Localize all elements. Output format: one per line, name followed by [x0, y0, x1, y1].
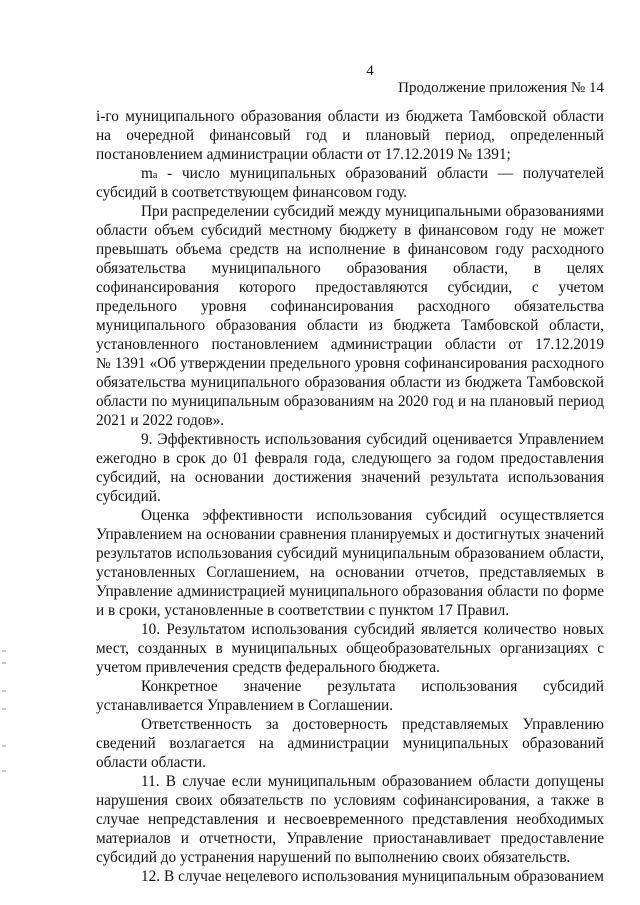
- text-line: Управление администрацией муниципального образования области по форме: [96, 583, 604, 600]
- text-line: 12. В случае нецелевого использования муниципальным образованием: [141, 868, 604, 885]
- text-line: Управлением на основании сравнения планируемых и достигнутых значений: [96, 526, 604, 543]
- text-line: установленных Соглашением, на основании отчетов, представляемых в: [96, 564, 604, 581]
- text-line: Конкретное значение результата использования субсидий: [141, 678, 604, 695]
- margin-scan-marks: [2, 650, 8, 800]
- symbol: m: [141, 165, 153, 182]
- text-line: субсидий.: [96, 488, 161, 505]
- text-line: обязательства муниципального образования области, в целях: [96, 260, 604, 277]
- text-line: результатов использования субсидий муниципальным образованием области,: [96, 545, 604, 562]
- text-line: устанавливается Управлением в Соглашении.: [96, 697, 394, 714]
- text-line: нарушения своих обязательств по условиям софинансирования, а также в: [96, 792, 604, 809]
- text-line: 10. Результатом использования субсидий является количество новых: [141, 621, 604, 638]
- text-line: на очередной финансовый год и плановый период, определенный: [96, 127, 604, 144]
- text-line: № 1391 «Об утверждении предельного уровня софинансирования расходного: [96, 355, 604, 372]
- text-line: софинансирования которого предоставляются субсидии, с учетом: [96, 279, 604, 296]
- page-number: 4: [366, 63, 374, 79]
- text-line: постановлением администрации области от 17.12.2019 № 1391;: [96, 146, 511, 163]
- line-text: - число муниципальных образований области — получателей: [157, 165, 604, 182]
- text-line: области объем субсидий местному бюджету в финансовом году не может: [96, 222, 604, 239]
- text-line: 2021 и 2022 годов».: [96, 412, 225, 429]
- text-line: области по муниципальным образованиям на 2020 год и на плановый период: [96, 393, 604, 410]
- text-line: предельного уровня софинансирования расходного обязательства: [96, 298, 604, 315]
- text-line: случае непредставления и несвоевременного представления необходимых: [96, 811, 604, 828]
- text-line: Ответственность за достоверность представляемых Управлению: [141, 716, 604, 733]
- text-line: муниципального образования области из бюджета Тамбовской области,: [96, 317, 604, 334]
- symbol-subscript: a: [152, 170, 158, 181]
- text-line: материалов и отчетности, Управление приостанавливает предоставление: [96, 830, 604, 847]
- appendix-continuation-header: Продолжение приложения № 14: [398, 80, 604, 96]
- text-line: При распределении субсидий между муниципальными образованиями: [141, 203, 604, 220]
- text-line: i-го муниципального образования области из бюджета Тамбовской области: [96, 108, 604, 125]
- text-line: сведений возлагается на администрации муниципальных образований: [96, 735, 604, 752]
- document-body: [96, 107, 604, 886]
- text-line: установленного постановлением администрации области от 17.12.2019: [96, 336, 604, 353]
- text-line: учетом привлечения средств федерального бюджета.: [96, 659, 440, 676]
- text-line: субсидий, на основании достижения значений результата использования: [96, 469, 604, 486]
- text-line: 9. Эффективность использования субсидий оценивается Управлением: [141, 431, 604, 448]
- text-line: 11. В случае если муниципальным образованием области допущены: [141, 773, 604, 790]
- text-line: области области.: [96, 754, 206, 771]
- text-line: мест, созданных в муниципальных общеобразовательных организациях с: [96, 640, 604, 657]
- text-line: [96, 164, 604, 183]
- text-line: и в сроки, установленные в соответствии с пунктом 17 Правил.: [96, 602, 510, 619]
- text-line: Оценка эффективности использования субсидий осуществляется: [141, 507, 604, 524]
- text-line: превышать объема средств на исполнение в финансовом году расходного: [96, 241, 604, 258]
- text-line: субсидий в соответствующем финансовом году.: [96, 184, 408, 201]
- text-line: субсидий до устранения нарушений по выполнению своих обязательств.: [96, 849, 571, 866]
- text-line: обязательства муниципального образования области из бюджета Тамбовской: [96, 374, 604, 391]
- text-line: ежегодно в срок до 01 февраля года, следующего за годом предоставления: [96, 450, 604, 467]
